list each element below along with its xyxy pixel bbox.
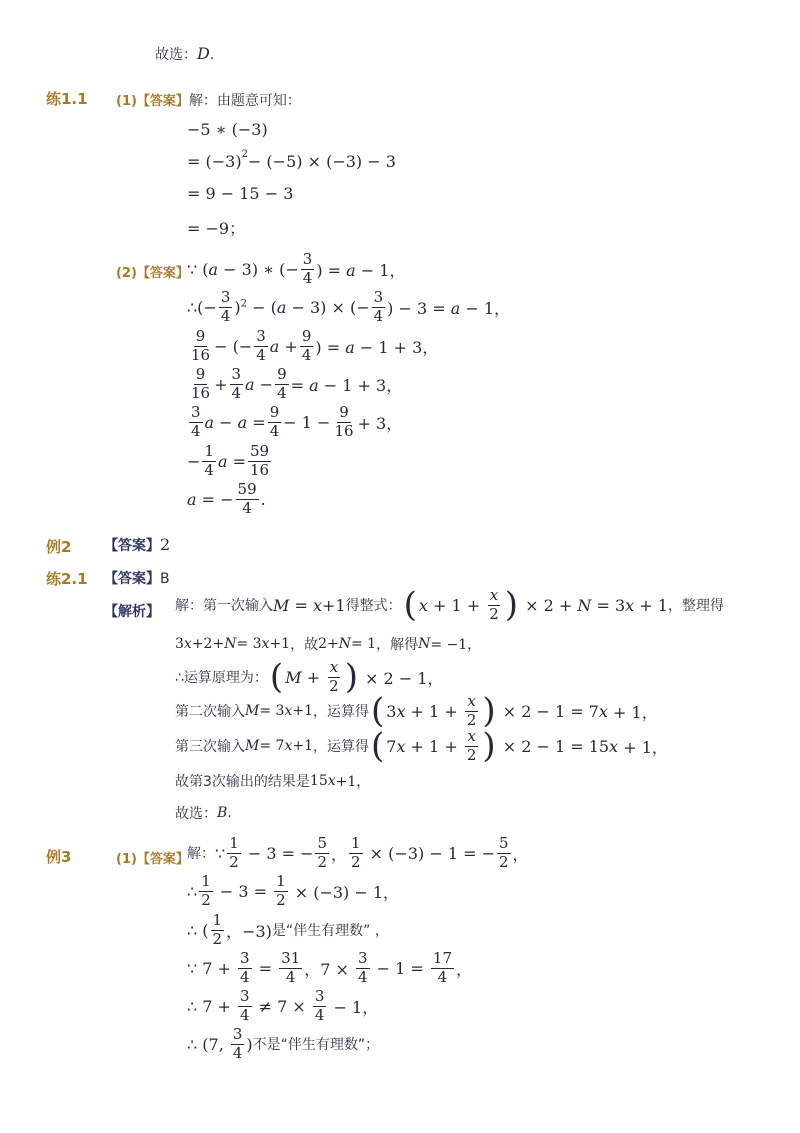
part1-tag: (1)【答案】 — [116, 94, 189, 109]
p2-line-1: ∵ (a − 3) ∗ (− $\frac{3}{4}$ ) = a − 1， — [187, 250, 406, 287]
analysis-line-5: 第三次输入 M = 7 x +1 ，运算得 ( 7 x + 1 + $\frac{x}{2}$ ) × 2 − 1 = 15 x + 1， — [175, 726, 668, 767]
ex1-1-part1-header — [116, 90, 301, 110]
exercise-2-1-answer: B — [160, 571, 170, 587]
analysis-line-2: 3 x +2+ N = 3 x +1 ，故 2+ N = 1 ，解得 N = −1， — [175, 636, 482, 653]
conclusion-line: 故选： D . — [155, 44, 215, 63]
ex3-line-5: ∴ 7 + $\frac{3}{4}$ ≠ 7 × $\frac{3}{4}$ − 1， — [187, 987, 379, 1024]
analysis-line-3: ∴运算原理为： ( M + $\frac{x}{2}$ ) × 2 − 1， — [175, 657, 444, 698]
analysis-line-4: 第二次输入 M = 3 x +1 ，运算得 ( 3 x + 1 + $\frac{x}{2}$ ) × 2 − 1 = 7 x + 1， — [175, 691, 658, 732]
p2-line-5: $\frac{3}{4}$ a − a = $\frac{9}{4}$ − 1 − $\frac{9}{16}$ + 3， — [191, 403, 403, 440]
example-2-answer: 2 — [160, 535, 171, 554]
ex3-line-2: ∴ $\frac{1}{2}$ − 3 = $\frac{1}{2}$ × (−3) − 1， — [187, 872, 400, 909]
example-2-answer-row — [104, 535, 170, 555]
ex3-line-3: ∴ ( $\frac{1}{2}$ ，−3) 是“伴生有理数” ， — [187, 911, 389, 948]
p2-line-2: ∴(− $\frac{3}{4}$ )$^2$ − (a − 3) × (− $\frac{3}{4}$ ) − 3 = a − 1， — [187, 288, 511, 325]
example-3-tag: (1)【答案】 — [116, 852, 189, 867]
p2-line-7: a = − $\frac{59}{4}$ . — [187, 480, 266, 517]
exercise-2-1-answer-row: 【答案】B — [104, 571, 170, 587]
analysis-line-1: 解：第一次输入 M = x +1 得整式： ( x + 1 + $\frac{x}{2}$ ) × 2 + N = 3 x + 1 ，整理得 — [175, 585, 724, 626]
exercise-2-1-label: 练2.1 — [46, 570, 88, 588]
part2-tag: (2)【答案】 — [116, 266, 189, 281]
answer-tag: 【答案】 — [104, 538, 160, 554]
calc-line-1: −5 ∗ (−3) — [187, 120, 268, 139]
exercise-1-1-label: 练1.1 — [46, 90, 88, 108]
analysis-tag: 【解析】 — [104, 604, 160, 620]
conclusion-text: 故选： — [155, 47, 197, 63]
p2-line-3: $\frac{9}{16}$ − (− $\frac{3}{4}$ a + $\frac{9}{4}$ ) = a − 1 + 3， — [191, 327, 439, 364]
example-3-label: 例3 — [46, 848, 72, 866]
calc-line-4: = −9； — [187, 219, 246, 238]
analysis-line-6: 故第3次输出的结果是 15 x +1， — [175, 773, 371, 790]
ex3-line-4: ∵ 7 + $\frac{3}{4}$ = $\frac{31}{4}$ ，7 × $\frac{3}{4}$ − 1 = $\frac{17}{4}$ ， — [187, 949, 473, 986]
p2-line-6: − $\frac{1}{4}$ a = $\frac{59}{16}$ — [187, 442, 270, 479]
p2-line-4: $\frac{9}{16}$ + $\frac{3}{4}$ a − $\frac{9}{4}$ = a − 1 + 3， — [191, 365, 403, 402]
calc-line-2: = (−3) $^2$ − (−5) × (−3) − 3 — [187, 149, 396, 171]
analysis-line-7: 故选： B . — [175, 805, 232, 822]
calc-line-3: = 9 − 15 − 3 — [187, 184, 294, 203]
ex3-line-6: ∴ (7, $\frac{3}{4}$ ) 不是“伴生有理数” ； — [187, 1025, 380, 1062]
part1-intro: 解：由题意可知： — [188, 93, 301, 109]
example-2-label: 例2 — [46, 538, 72, 556]
ex3-line-1: 解： ∵ $\frac{1}{2}$ − 3 = − $\frac{5}{2}$ ， $\frac{1}{2}$ × (−3) − 1 = − $\frac{5}{2}$ ， — [187, 834, 529, 871]
conclusion-var: D — [197, 44, 210, 63]
